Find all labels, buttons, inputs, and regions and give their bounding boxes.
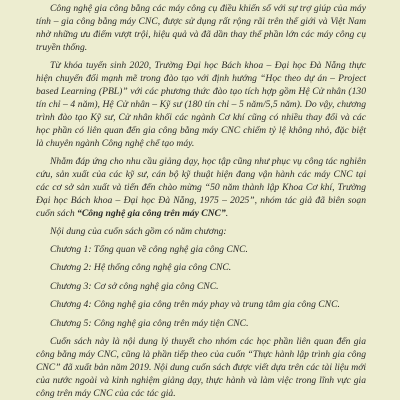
pbl-paragraph: Từ khóa tuyển sinh 2020, Trường Đại học Bách khoa – Đại học Đà Nẵng thực hiện chuyển đổi mạnh mẽ trong đào tạo với định hướng “Học theo dự án – Project based Learning (PBL)” với các phương thức đào tạo tích hợp gồm Hệ Cử nhân (130 tín chỉ – 4 năm), Hệ Cử nhân – Kỹ sư (180 tín chỉ – 5 năm/5,5 năm). Do vậy, chương trình đào tạo Kỹ sư, Cử nhân khối các ngành Cơ khí cũng có nhiều thay đổi và các học phần có liên quan đến gia công bằng máy CNC chiếm tỷ lệ không nhỏ, đặc biệt là chuyên ngành Công nghệ chế tạo máy. <box>36 59 366 150</box>
book-title-suffix: . <box>225 207 229 219</box>
purpose-paragraph <box>36 155 366 220</box>
chapter-item-3: Chương 3: Cơ sở công nghệ gia công CNC. <box>50 280 219 292</box>
chapter-item-5: Chương 5: Công nghệ gia công trên máy tiện CNC. <box>50 317 249 329</box>
closing-paragraph: Cuốn sách này là nội dung lý thuyết cho nhóm các học phần liên quan đến gia công bằng máy CNC, cũng là phần tiếp theo của cuốn “Thực hành lập trình gia công CNC” đã xuất bản năm 2019. Nội dung cuốn sách được viết dựa trên các tài liệu mới của nước ngoài và kinh nghiệm giảng dạy, thực hành và làm việc trong lĩnh vực gia công trên máy CNC của các tác giả. <box>36 336 366 400</box>
intro-paragraph: Công nghệ gia công bằng các máy công cụ điều khiển số với sự trợ giúp của máy tính – gia công bằng máy CNC, được sử dụng rất rộng rãi trên thế giới và Việt Nam nhờ những ưu điểm vượt trội, hiệu quả và đã dần thay thế phần lớn các máy công cụ truyền thống. <box>36 3 366 54</box>
chapter-list-intro: Nội dung của cuốn sách gồm có năm chương: <box>50 225 227 237</box>
purpose-paragraph-text: Nhằm đáp ứng cho nhu cầu giảng dạy, học tập cũng như phục vụ công tác nghiên cứu, sản xuất của các kỹ sư, cán bộ kỹ thuật hiện đang vận hành các máy CNC tại các cơ sở sản xuất và tiến đến chào mừng “50 năm thành lập Khoa Cơ khí, Trường Đại học Bách khoa – Đại học Đà Nẵng, 1975 – 2025”, nhóm tác giả đã biên soạn cuốn sách <box>36 155 366 219</box>
chapter-item-2: Chương 2: Hệ thống công nghệ gia công CNC. <box>50 262 232 274</box>
chapter-item-1: Chương 1: Tổng quan về công nghệ gia công CNC. <box>50 243 248 255</box>
chapter-item-4: Chương 4: Công nghệ gia công trên máy phay và trung tâm gia công CNC. <box>50 299 340 311</box>
book-title: “Công nghệ gia công trên máy CNC” <box>77 207 226 219</box>
